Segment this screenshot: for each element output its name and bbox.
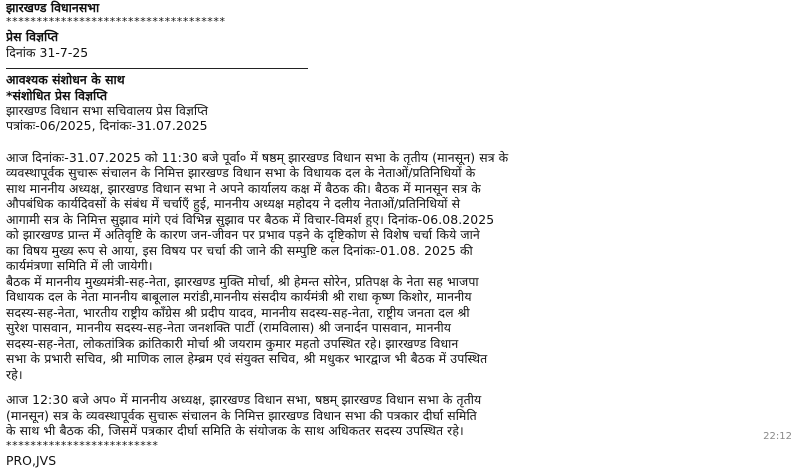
- amendment-line: आवश्यक संशोधन के साथ: [6, 72, 125, 88]
- paragraph-line: बैठक में माननीय मुख्यमंत्री-सह-नेता, झारखण्ड मुक्ति मोर्चा, श्री हेमन्त सोरेन, प्रतिपक्ष के नेता सह भाजपा: [6, 273, 479, 289]
- paragraph-line: सदस्य-सह-नेता, भारतीय राष्ट्रीय कॉंग्रेस श्री प्रदीप यादव, माननीय सदस्य-सह-नेता, राष्ट्रीय जनता दल श्री: [6, 304, 470, 320]
- paragraph-line: आज दिनांकः-31.07.2025 को 11:30 बजे पूर्वा० में षष्ठम् झारखण्ड विधान सभा के तृतीय (मानसून) सत्र के: [6, 149, 509, 165]
- revised-press-release-label: *संशोधित प्रेस विज्ञप्ति: [6, 87, 108, 103]
- paragraph-line: (मानसून) सत्र के व्यवस्थापूर्वक सुचारू संचालन के निमित्त झारखण्ड विधान सभा की पत्रकार दीर्घा समिति: [6, 407, 477, 423]
- paragraph-line: सुरेश पासवान, माननीय सदस्य-सह-नेता जनशक्ति पार्टी (रामविलास) श्री जनार्दन पासवान, माननीय: [6, 320, 452, 336]
- paragraph-line: विधायक दल के नेता माननीय बाबूलाल मरांडी,माननीय संसदीय कार्यमंत्री श्री राधा कृष्ण किशोर, माननीय: [6, 289, 472, 305]
- spacer: [6, 382, 794, 392]
- paragraph-line: रहे।: [6, 366, 23, 382]
- secretariat-line: झारखण्ड विधान सभा सचिवालय प्रेस विज्ञप्ति: [6, 103, 209, 119]
- paragraph-line: कार्यमंत्रणा समिति में ली जायेगी।: [6, 258, 153, 274]
- spacer: [6, 134, 794, 150]
- paragraph-line: औपबंधिक कार्यदिवसों के संबंध में चर्चाएँ हुई, माननीय अध्यक्ष महोदय ने दलीय नेताओं/प्रतिनिधियों से: [6, 196, 461, 212]
- paragraph-line: साथ माननीय अध्यक्ष, झारखण्ड विधान सभा ने अपने कार्यालय कक्ष में बैठक की। बैठक में मानसून सत्र के: [6, 180, 481, 196]
- press-release-label: प्रेस विज्ञप्ति: [6, 29, 59, 45]
- footer-code: PRO,JVS: [6, 452, 57, 468]
- paragraph-line: व्यवस्थापूर्वक सुचारू संचालन के निमित्त झारखण्ड विधान सभा के विधायक दल के नेताओं/प्रतिनिधियों के: [6, 165, 476, 181]
- paragraph-line: सभा के प्रभारी सचिव, श्री माणिक लाल हेम्ब्रम एवं संयुक्त सचिव, श्री मधुकर भारद्वाज भी बैठक में उपस्थित: [6, 351, 488, 367]
- paragraph-line: के साथ भी बैठक की, जिसमें पत्रकार दीर्घा समिति के संयोजक के साथ अधिकतर सदस्य उपस्थित रहे।: [6, 423, 464, 439]
- paragraph-2: [6, 392, 794, 439]
- paragraph-line: को झारखण्ड प्रान्त में अतिवृष्टि के कारण जन-जीवन पर प्रभाव पड़ने के दृष्टिकोण से विशेष चर्चा किये जाने: [6, 227, 480, 243]
- message-timestamp: 22:12: [763, 431, 792, 442]
- date-line: दिनांक 31-7-25: [6, 44, 89, 60]
- stars-divider-bottom: *************************: [6, 438, 159, 452]
- paragraph-line: आगामी सत्र के निमित्त सुझाव मांगे एवं विभिन्न सुझाव पर बैठक में विचार-विमर्श हुए। दिनांक-06.08.2025: [6, 211, 495, 227]
- paragraph-line: का विषय मुख्य रूप से आया, इस विषय पर चर्चा की जाने की सम्पुष्टि कल दिनांकः-01.08. 2025 की: [6, 242, 473, 258]
- letter-number-line: पत्रांकः-06/2025, दिनांकः-31.07.2025: [6, 118, 208, 134]
- horizontal-rule: [6, 68, 308, 69]
- paragraph-1: [6, 150, 794, 383]
- org-name: झारखण्ड विधानसभा: [6, 0, 100, 15]
- paragraph-line: सदस्य-सह-नेता, लोकतांत्रिक क्रांतिकारी मोर्चा श्री जयराम कुमार महतो उपस्थित रहे। झारखण्ड विधान: [6, 335, 459, 351]
- stars-divider-top: ************************************: [6, 15, 226, 29]
- paragraph-line: आज 12:30 बजे अप० में माननीय अध्यक्ष, झारखण्ड विधान सभा, षष्ठम् झारखण्ड विधान सभा के तृतीय: [6, 392, 482, 408]
